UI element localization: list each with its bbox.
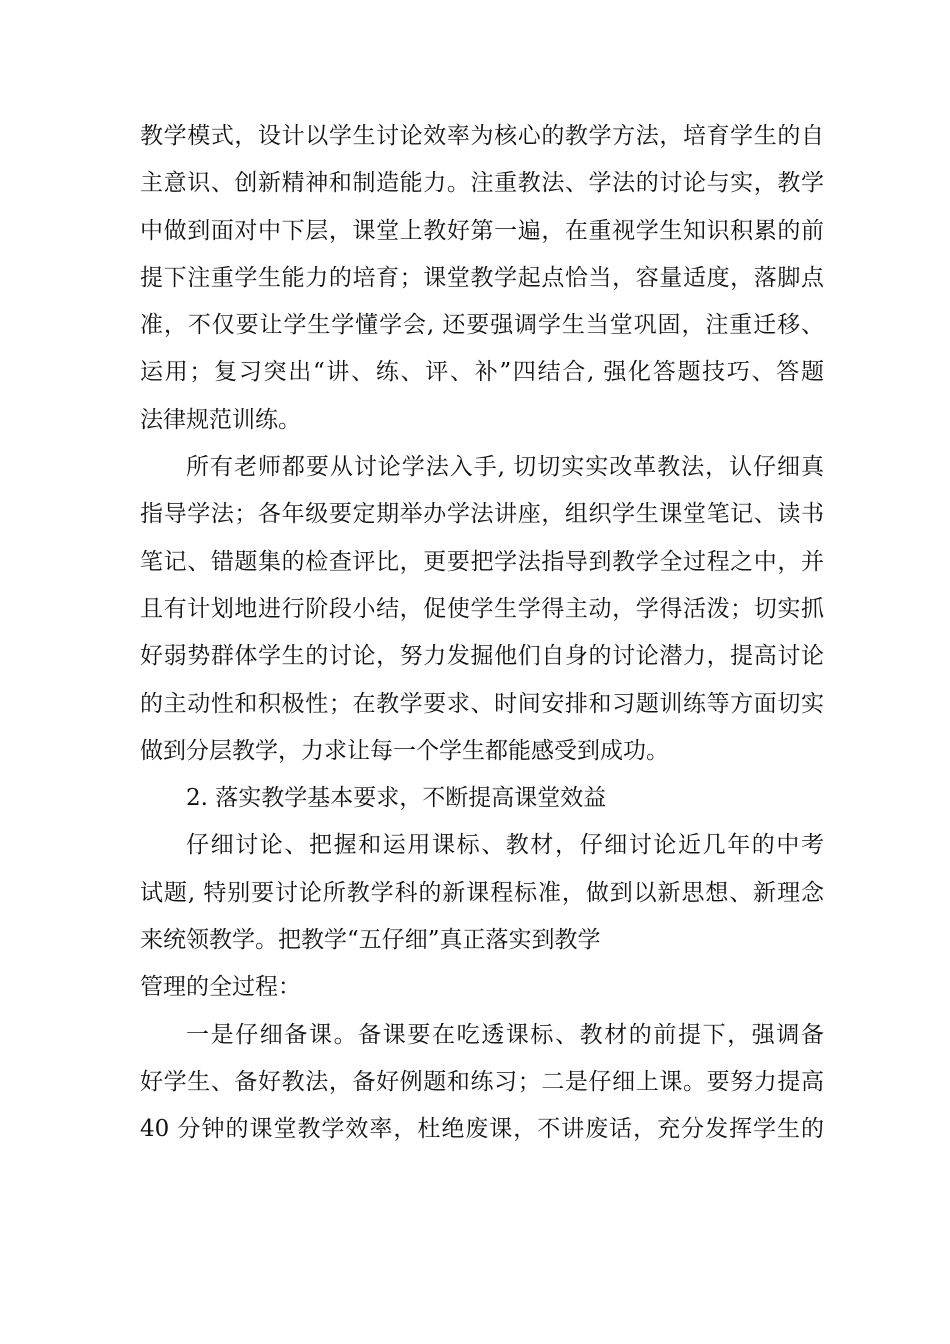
text-line: 好弱势群体学生的讨论，努力发掘他们自身的讨论潜力，提高讨论 [140, 643, 824, 670]
text-line: 中做到面对中下层，课堂上教好第一遍，在重视学生知识积累的前 [140, 217, 824, 244]
text-line: 教学模式，设计以学生讨论效率为核心的教学方法，培育学生的自 [140, 123, 824, 149]
text-line: 的主动性和积极性；在教学要求、时间安排和习题训练等方面切实 [140, 690, 824, 717]
document-body [140, 113, 824, 1154]
text-line: 法律规范训练。 [140, 406, 301, 433]
text-line: 来统领教学。把教学“五仔细”真正落实到教学 [140, 927, 601, 954]
text-line: 做到分层教学，力求让每一个学生都能感受到成功。 [140, 737, 669, 764]
text-line: 主意识、创新精神和制造能力。注重教法、学法的讨论与实，教学 [140, 170, 824, 197]
text-line: 好学生、备好教法，备好例题和练习；二是仔细上课。要努力提高 [140, 1068, 824, 1095]
text-line: 笔记、错题集的检查评比，更要把学法指导到教学全过程之中，并 [140, 548, 824, 575]
text-line: 准，不仅要让学生学懂学会, 还要强调学生当堂巩固，注重迁移、 [140, 312, 824, 339]
paragraph-first-line: 一是仔细备课。备课要在吃透课标、教材的前提下，强调备 [186, 1021, 824, 1048]
paragraph-first-line: 仔细讨论、把握和运用课标、教材，仔细讨论近几年的中考 [186, 832, 824, 859]
text-line: 且有计划地进行阶段小结，促使学生学得主动，学得活泼；切实抓 [140, 595, 824, 622]
text-line: 提下注重学生能力的培育；课堂教学起点恰当，容量适度，落脚点 [140, 264, 824, 291]
text-line: 40 分钟的课堂教学效率，杜绝废课，不讲废话，充分发挥学生的 [140, 1116, 824, 1143]
text-line: 指导学法；各年级要定期举办学法讲座，组织学生课堂笔记、读书 [140, 501, 824, 528]
text-line: 运用；复习突出“讲、练、评、补”四结合, 强化答题技巧、答题 [140, 359, 824, 386]
text-line: 管理的全过程： [140, 974, 301, 1001]
section-heading: 2. 落实教学基本要求，不断提高课堂效益 [186, 785, 607, 812]
text-line: 试题, 特别要讨论所教学科的新课程标准，做到以新思想、新理念 [140, 879, 824, 906]
paragraph-first-line: 所有老师都要从讨论学法入手, 切切实实改革教法，认仔细真 [186, 454, 824, 481]
